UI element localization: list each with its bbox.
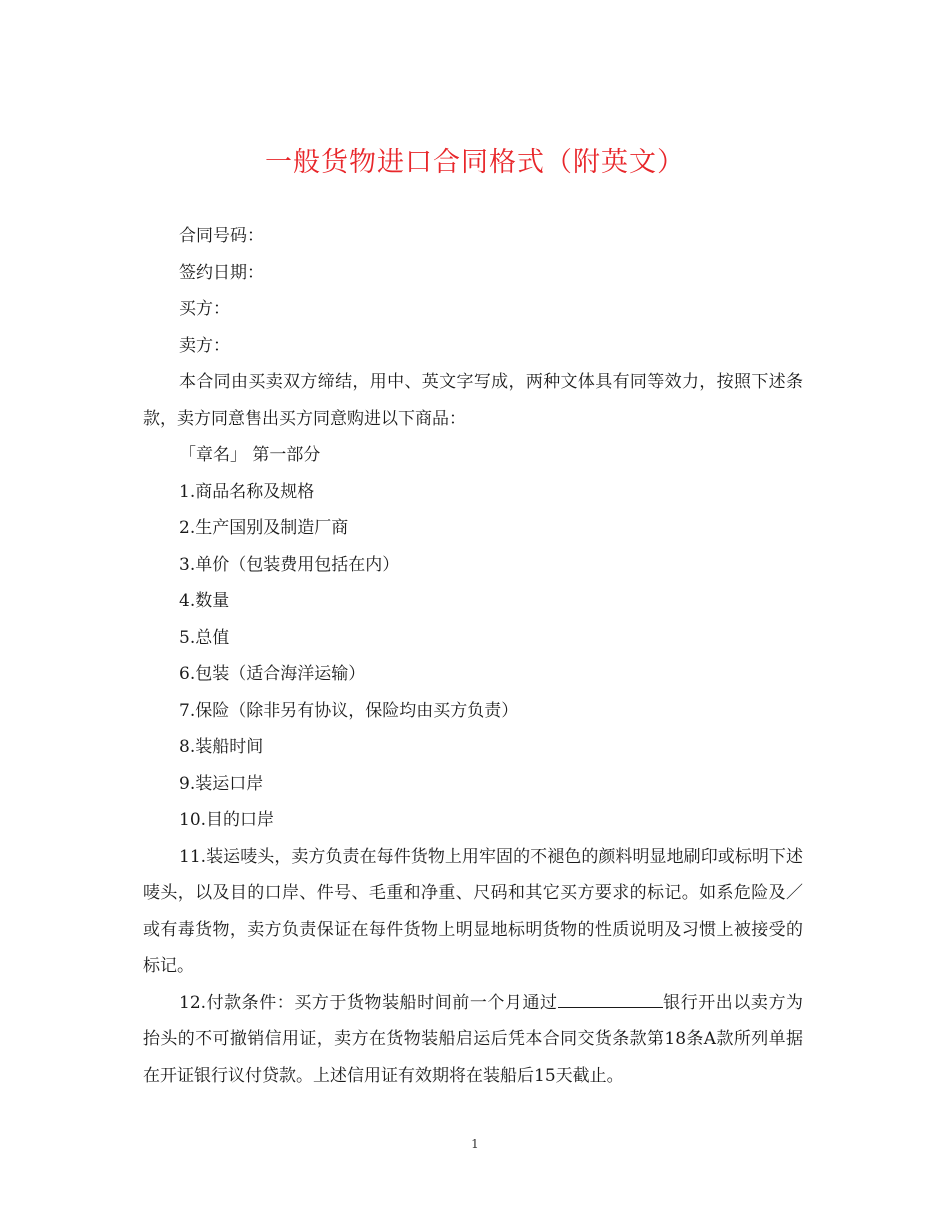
item-4: 4.数量 bbox=[179, 591, 230, 611]
field-seller: 卖方： bbox=[179, 335, 230, 356]
item-7: 7.保险（除非另有协议，保险均由买方负责） bbox=[179, 700, 519, 721]
chapter-heading: 「章名」 第一部分 bbox=[179, 445, 321, 465]
item-2: 2.生产国别及制造厂商 bbox=[179, 518, 349, 538]
item-10: 10.目的口岸 bbox=[179, 810, 275, 830]
field-sign-date: 签约日期： bbox=[179, 262, 264, 283]
field-contract-no: 合同号码： bbox=[179, 226, 264, 246]
item-8: 8.装船时间 bbox=[179, 737, 264, 757]
item-5: 5.总值 bbox=[179, 627, 230, 648]
document-title: 一般货物进口合同格式（附英文） bbox=[265, 147, 685, 178]
clause-11: 11.装运唛头，卖方负责在每件货物上用牢固的不褪色的颜料明显地刷印或标明下述唛头，以及目的口岸、件号、毛重和净重、尺码和其它买方要求的标记。如系危险及／或有毒货物，卖方负责保证在每件货物上明显地标明货物的性质说明及习惯上被接受的标记。 bbox=[143, 846, 803, 976]
clause-12 bbox=[143, 985, 803, 1095]
page-number: 1 bbox=[471, 1137, 479, 1151]
bank-name-blank bbox=[558, 1006, 663, 1008]
field-buyer: 买方： bbox=[179, 299, 230, 319]
item-1: 1.商品名称及规格 bbox=[179, 481, 315, 502]
item-6: 6.包装（适合海洋运输） bbox=[179, 664, 366, 684]
document-body bbox=[143, 218, 803, 1094]
item-9: 9.装运口岸 bbox=[179, 773, 264, 794]
clause-12-part-b: 银行开出以卖方为抬头的不可撤销信用证，卖方在货物装船启运后凭本合同交货条款第18条A款所列单据在开证银行议付贷款。上述信用证有效期将在装船后15天截止。 bbox=[143, 992, 803, 1086]
intro-paragraph: 本合同由买卖双方缔结，用中、英文字写成，两种文体具有同等效力，按照下述条款，卖方同意售出买方同意购进以下商品： bbox=[143, 372, 803, 429]
clause-12-part-a: 12.付款条件：买方于货物装船时间前一个月通过 bbox=[179, 992, 558, 1013]
item-3: 3.单价（包装费用包括在内） bbox=[179, 554, 400, 575]
